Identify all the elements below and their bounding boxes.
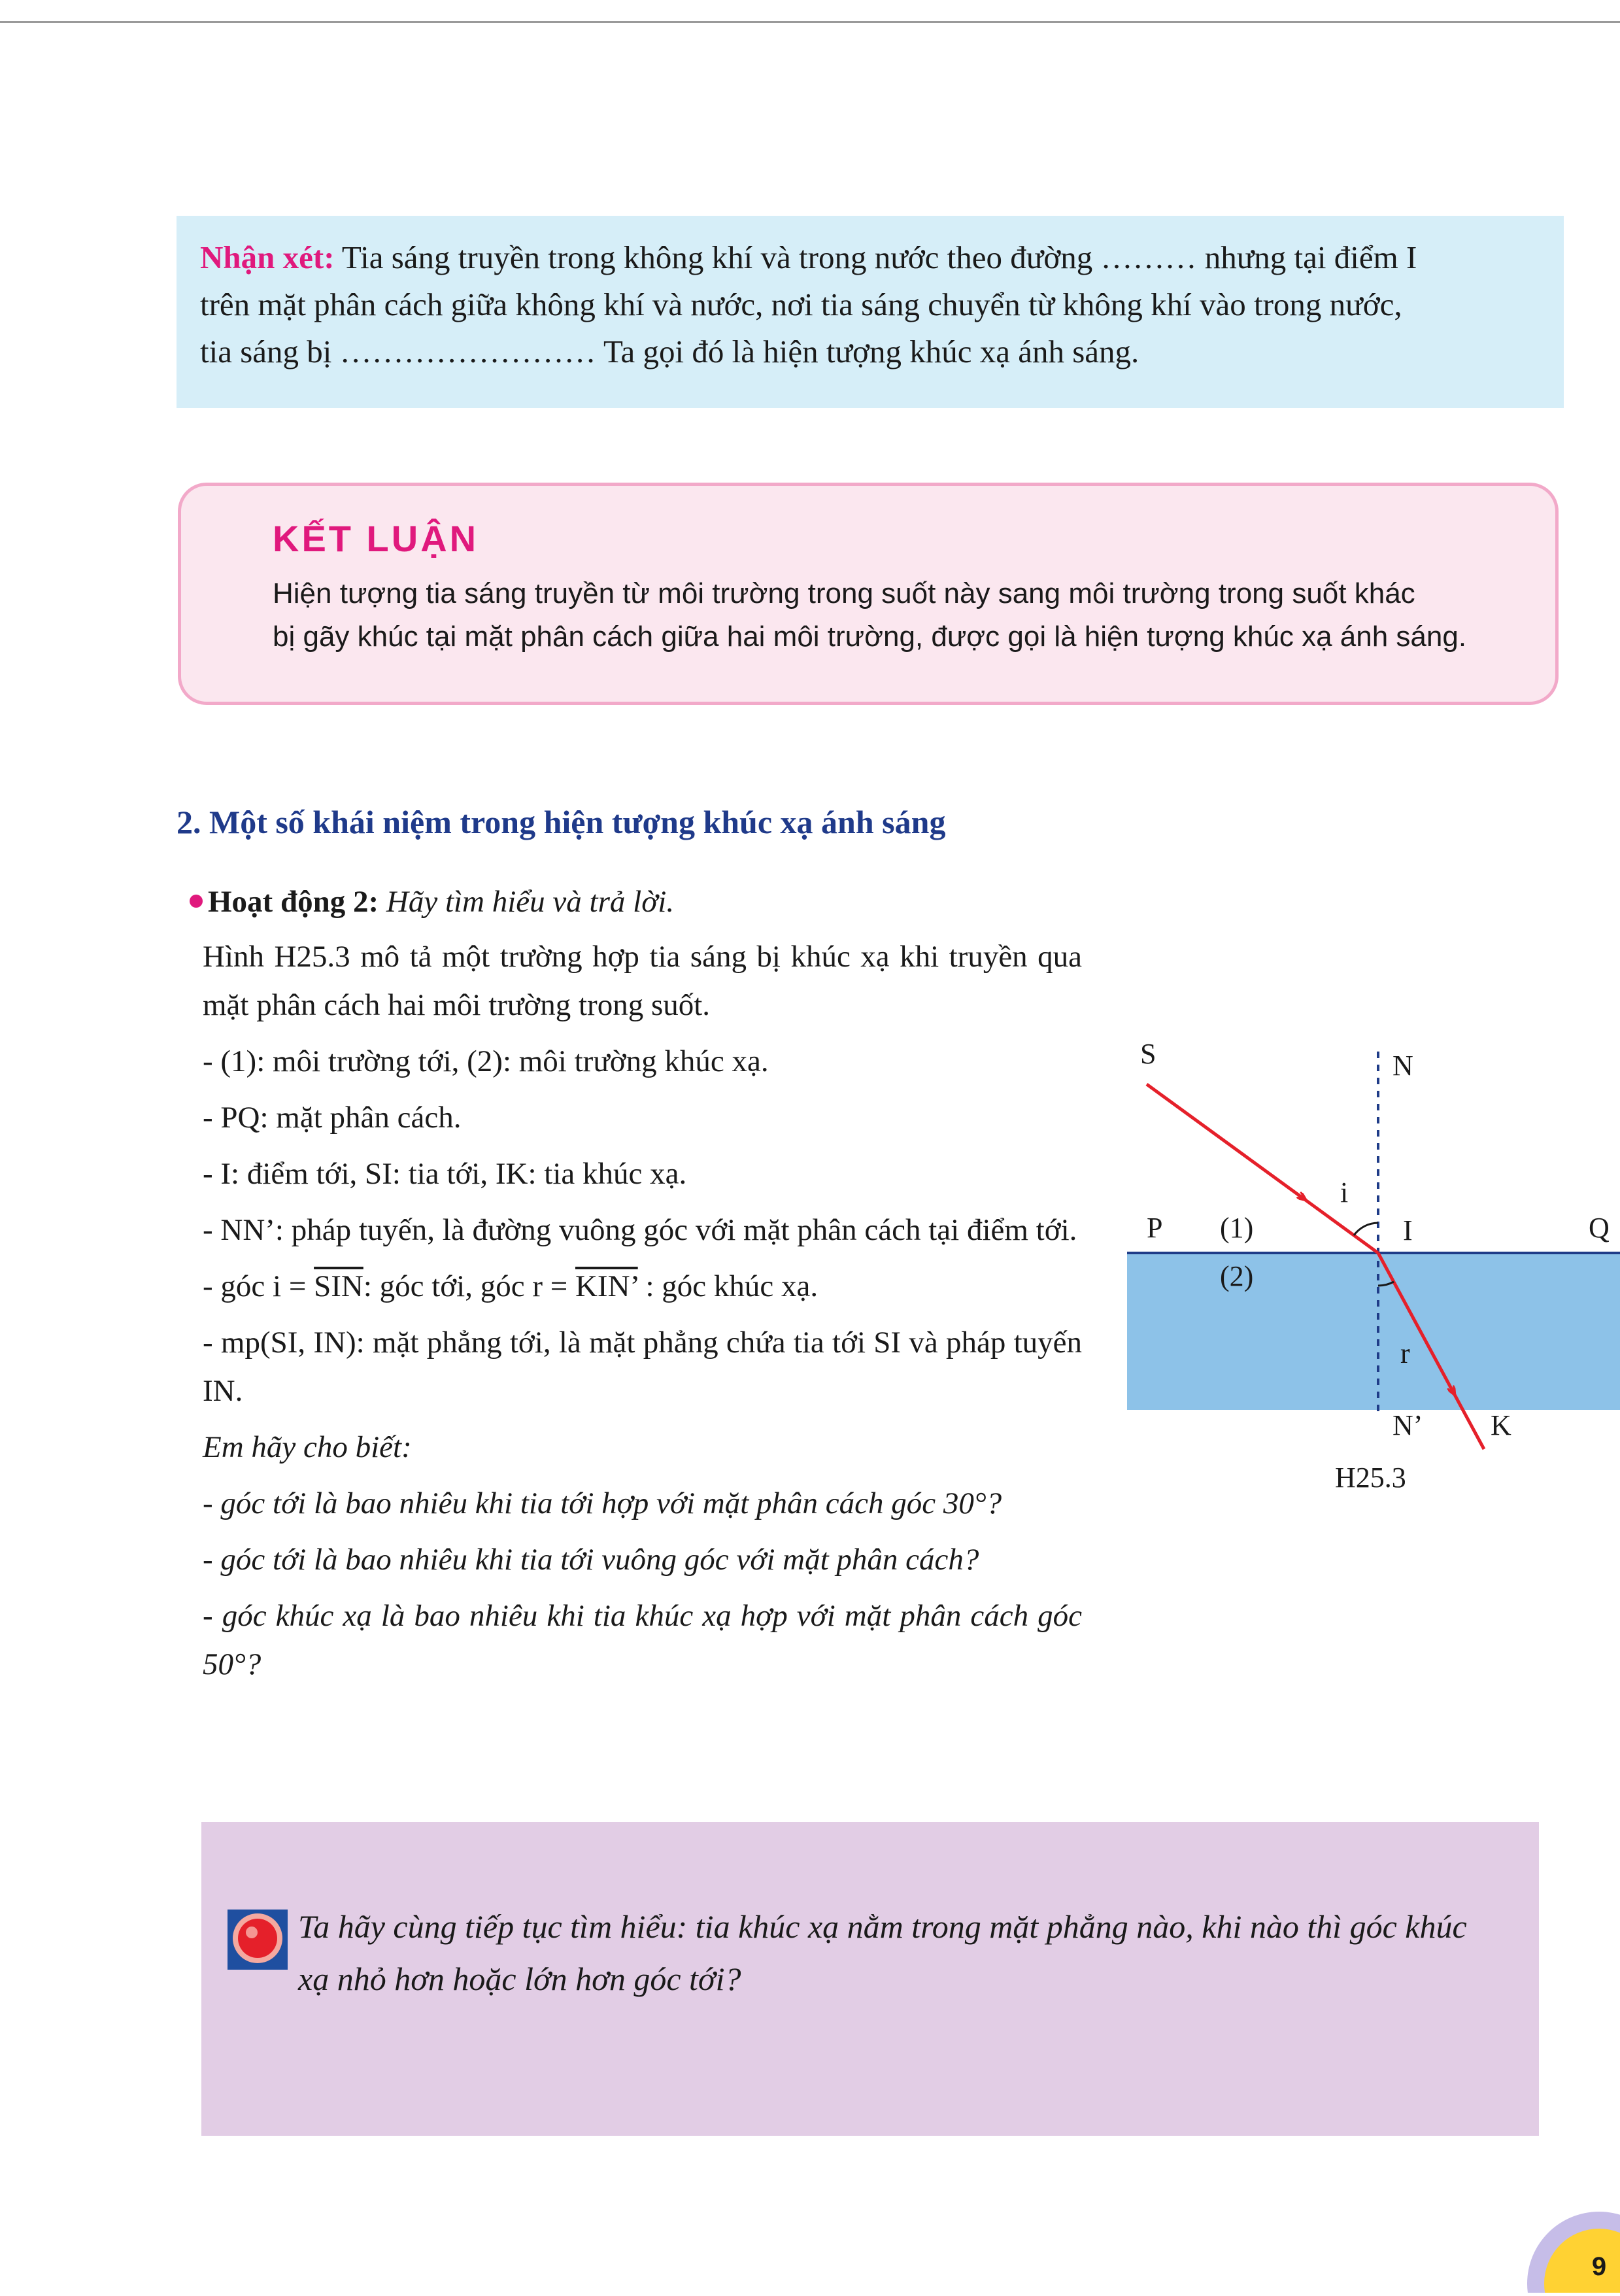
- question-2: - góc tới là bao nhiêu khi tia tới vuông góc với mặt phân cách?: [203, 1543, 979, 1577]
- page-number: 9: [1591, 2252, 1607, 2281]
- continue-box: [201, 1822, 1539, 2136]
- label-medium-1: (1): [1220, 1212, 1254, 1244]
- label-i-point: I: [1403, 1214, 1413, 1246]
- conclusion-title: KẾT LUẬN: [273, 518, 479, 559]
- label-p: P: [1147, 1212, 1163, 1244]
- question-1: - góc tới là bao nhiêu khi tia tới hợp với mặt phân cách góc 30°?: [203, 1486, 1002, 1520]
- observation-line-3: tia sáng bị …………………… Ta gọi đó là hiện tượng khúc xạ ánh sáng.: [200, 334, 1139, 369]
- label-medium-2: (2): [1220, 1260, 1254, 1292]
- refraction-diagram: [1124, 1027, 1620, 1498]
- question-prompt: Em hãy cho biết:: [203, 1430, 412, 1464]
- definition-normal: - NN’: pháp tuyến, là đường vuông góc với mặt phân cách tại điểm tới.: [203, 1213, 1077, 1247]
- label-s: S: [1140, 1038, 1156, 1070]
- label-n-prime: N’: [1392, 1409, 1423, 1441]
- angle-sin: $\overline{SIN}$: [314, 1269, 363, 1303]
- observation-line-2: trên mặt phân cách giữa không khí và nước, nơi tia sáng chuyển từ không khí vào trong nước,: [200, 286, 1402, 322]
- definition-surface: - PQ: mặt phân cách.: [203, 1101, 462, 1135]
- figure-caption: H25.3: [1335, 1462, 1406, 1494]
- activity-text: [203, 878, 1082, 1688]
- definition-plane: - mp(SI, IN): mặt phẳng tới, là mặt phẳng chứa tia tới SI và pháp tuyến IN.: [203, 1326, 1082, 1408]
- conclusion-line-2: bị gãy khúc tại mặt phân cách giữa hai môi trường, được gọi là hiện tượng khúc xạ ánh sáng.: [273, 621, 1467, 653]
- label-q: Q: [1589, 1212, 1610, 1244]
- label-n: N: [1392, 1050, 1413, 1082]
- observation-line-1: Nhận xét: Tia sáng truyền trong không khí và trong nước theo đường ……… nhưng tại điểm I: [200, 239, 1417, 275]
- label-r-angle: r: [1400, 1337, 1410, 1369]
- activity-intro: Hình H25.3 mô tả một trường hợp tia sáng bị khúc xạ khi truyền qua mặt phân cách hai môi trường trong suốt.: [203, 940, 1082, 1022]
- activity-header: [203, 878, 1082, 926]
- angle-kin: KIN’: [575, 1269, 638, 1303]
- definition-angles: - góc $i = \overline{SIN}$: góc tới, góc r = KIN’ : góc khúc xạ.: [203, 1269, 818, 1303]
- definition-media: - (1): môi trường tới, (2): môi trường khúc xạ.: [203, 1044, 769, 1078]
- conclusion-box: [178, 483, 1559, 705]
- activity-label: Hoạt động 2:: [208, 885, 379, 919]
- activity-instruction: Hãy tìm hiểu và trả lời.: [386, 885, 675, 919]
- water-medium: [1127, 1253, 1620, 1410]
- question-3: - góc khúc xạ là bao nhiêu khi tia khúc xạ hợp với mặt phân cách góc 50°?: [203, 1599, 1082, 1681]
- observation-box: [177, 216, 1564, 408]
- definition-point-rays: - I: điểm tới, SI: tia tới, IK: tia khúc xạ.: [203, 1157, 687, 1191]
- observation-label: Nhận xét:: [200, 239, 335, 275]
- incident-arrow: [1242, 1154, 1302, 1197]
- refraction-figure: [1124, 1027, 1620, 1498]
- top-rule: [0, 21, 1620, 23]
- angle-i-arc: [1354, 1223, 1378, 1235]
- conclusion-line-1: Hiện tượng tia sáng truyền từ môi trường trong suốt này sang môi trường trong suốt khác: [273, 577, 1415, 609]
- bullet-icon: [190, 895, 203, 908]
- section-heading: 2. Một số khái niệm trong hiện tượng khúc xạ ánh sáng: [177, 804, 946, 840]
- red-light-icon: [228, 1910, 288, 1970]
- page-number-badge: [1523, 2201, 1620, 2293]
- continue-text: Ta hãy cùng tiếp tục tìm hiểu: tia khúc xạ nằm trong mặt phẳng nào, khi nào thì góc khúc xạ nhỏ hơn hoặc lớn hơn góc tới?: [298, 1908, 1467, 1997]
- label-k: K: [1491, 1409, 1511, 1441]
- label-i-angle: i: [1340, 1176, 1349, 1208]
